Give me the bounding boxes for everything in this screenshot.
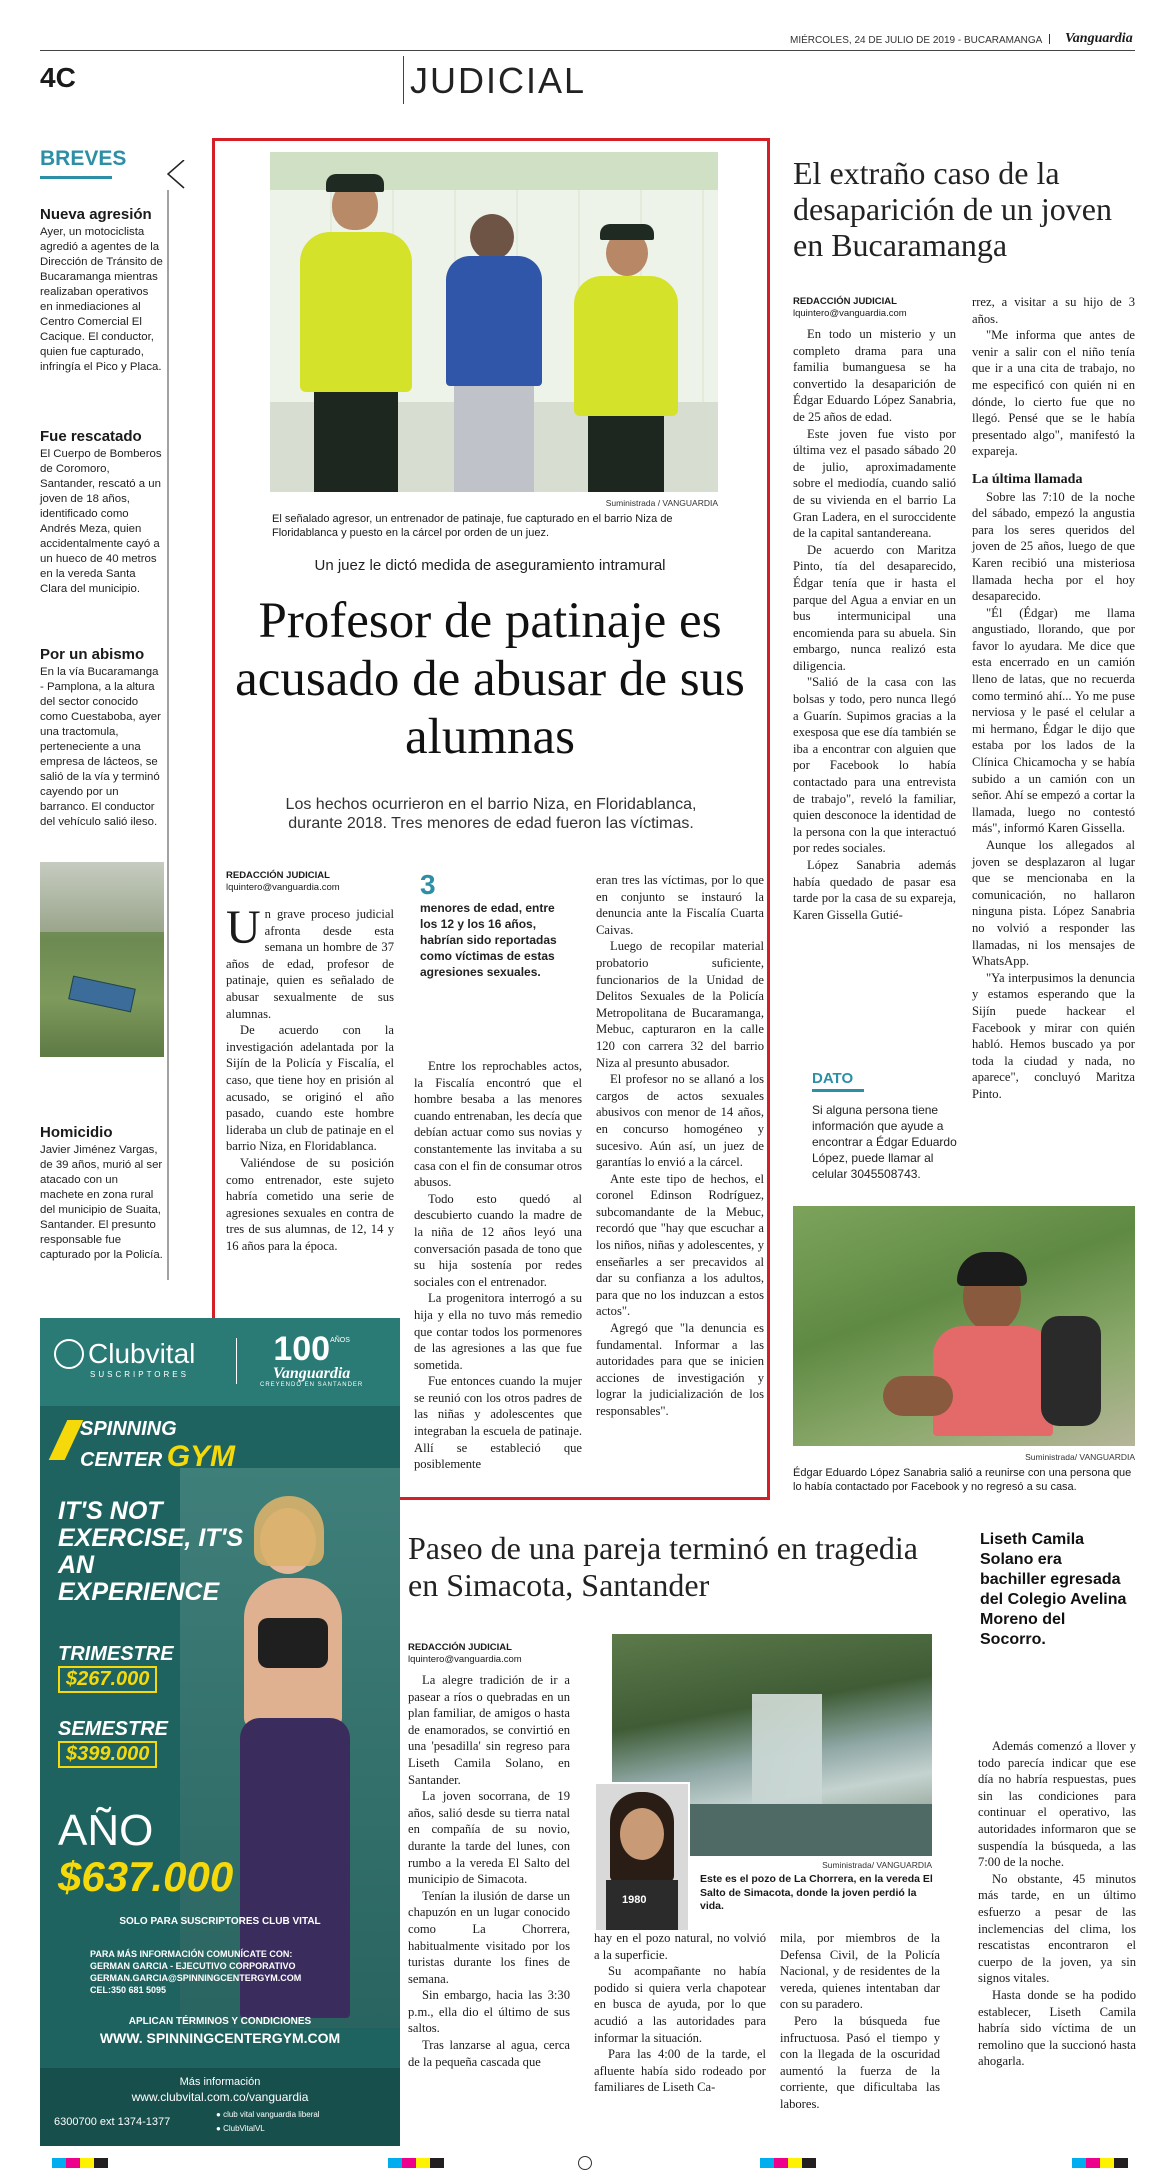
- ad-divider: [236, 1338, 237, 1384]
- dato-text: Si alguna persona tiene información que ayude a encontrar a Édgar Eduardo López, puede llamar al celular 3045508743.: [812, 1103, 957, 1181]
- ad-semestre: SEMESTRE $399.000: [58, 1718, 168, 1768]
- section-title: JUDICIAL: [410, 60, 587, 101]
- right-photo-missing: [793, 1206, 1135, 1446]
- facebook-icon: ●: [216, 2110, 221, 2119]
- right-col-2: rrez, a visitar a su hijo de 3 años. "Me informa que antes de venir a salir con el niño tenía que ir a una cita de trabajo, no me especificó con quién ni en dónde, lo cierto fue que no llegó. Pensé que se le había presentado algo", manifestó la expareja. La última llamada Sobre las 7:10 de la noche del sábado, empezó la angustia para los seres queridos del joven de 25 años, luego de que Karen recibió una misteriosa llamada hecha por el hoy desaparecido. "Él (Édgar) me llama angustiado, llorando, que por favor lo ayudara. Me dice que esta encerrado en un camión lleno de latas, que no recuerda como terminó ahí... Yo me puse nerviosa y le pasé el celular a mi hermano, Édgar le dijo que estaba por los lados de la Clínica Chicamocha y se había subido a un camión con un señor. Ahí se empezó a cortar la llamada, luego no contestó más", informó Karen Gissella. Aunque los allegados al joven se desplazaron al lugar que se mencionaba en la comunicación, no hallaron ninguna pista. López Sanabria no volvió a responder las llamadas, ni los mensajes de WhatsApp. "Ya interpusimos la denuncia y estamos esperando que la Sijín puede hackear el Facebook y mirar con quién habló. Hemos buscado ya por toda la ciudad y nada, no aparece", concluyó Maritza Pinto.: [972, 295, 1135, 1101]
- main-col-2: Entre los reprochables actos, la Fiscalía encontró que el hombre besaba a las menores cuando entrenaban, les decía que debían actuar como sus novias y constantemente las invitaba a su casa con el fin de consumar otros abusos. Todo esto quedó al descubierto cuando la madre de la niña de 12 años leyó una conversación pasada de tono que su hija sostenía por redes sociales con el entrenador. La progenitora interrogó a su hija y ella no tuvo más remedio que contar todos los pormenores de las agresiones a las que fue sometida. Fue entonces cuando la mujer se reunió con los otros padres de las niñas y adolescentes que integraban la escuela de patinaje. Allí se estableció que posiblemente: [414, 1059, 582, 1472]
- page-number: 4C: [40, 62, 76, 93]
- ad-instagram: ● ClubVitalVL: [216, 2124, 265, 2133]
- byline: [793, 296, 963, 320]
- bottom-col-3: mila, por miembros de la Defensa Civil, de la Policía Nacional, y de residentes de la vereda, quienes intentaban dar con su paradero. Pero la búsqueda fue infructuosa. Pasó el tiempo y con la llegada de la oscuridad aumentó la fuerza de la corriente, que dificultaba las labores.: [780, 1931, 940, 2111]
- brief-item: [40, 428, 164, 597]
- dato-label: DATO: [812, 1070, 864, 1092]
- bottom-headline: Paseo de una pareja terminó en tragedia en Simacota, Santander: [408, 1530, 918, 1603]
- pullquote: Liseth Camila Solano era bachiller egresada del Colegio Avelina Moreno del Socorro.: [980, 1531, 1127, 1648]
- brief-title: Homicidio: [40, 1124, 113, 1141]
- brief-text: Javier Jiménez Vargas, de 39 años, murió al ser atacado con un machete en zona rural del municipio de Suaita, Santander. El presunto responsable fue capturado por la Policía.: [40, 1144, 163, 1261]
- ad-trimestre: TRIMESTRE $267.000: [58, 1643, 174, 1693]
- right-headline: El extraño caso de la desaparición de un joven en Bucaramanga: [793, 155, 1112, 263]
- byline: [226, 870, 396, 894]
- date-line: MIÉRCOLES, 24 DE JULIO DE 2019 - BUCARAMANGA: [790, 34, 1054, 46]
- right-col-1: En todo un misterio y un completo drama para una familia bumanguesa se ha convertido la desaparición de Édgar Eduardo López Sanabria, de 25 años de edad. Este joven fue visto por última vez el pasado sábado 20 de julio, aproximadamente sobre el mediodía, cuando salió de su vivienda en el barrio La Gran Ladera, en el suroccidente de la capital santandereana. De acuerdo con Maritza Pinto, tía del desaparecido, Édgar tenía que ir hasta el parque del Agua a enviar en un bus intermunicipal una encomienda para su abuela. Sin embargo, nunca realizó esta diligencia. "Salió de la casa con las bolsas y todo, pero nunca llegó a Guarín. Supimos gracias a la exesposa que ese día también se iba a encontrar con alguien que por Facebook lo había contactado para una entrevista de trabajo", reveló la familiar, quien desconoce la identidad de la persona con la que interactuó por redes sociales. López Sanabria además había quedado de pasar esa tarde por la casa de su expareja, Karen Gissella Gutié-: [793, 327, 956, 922]
- main-col-3: eran tres las víctimas, por lo que en conjunto se instauró la denuncia ante la Fiscalía Cuarta Caivas. Luego de recopilar material probatorio suficiente, funcionarios de la Unidad de Delitos Sexuales de la Policía Metropolitana de Bucaramanga, Mebuc, capturaron en la calle 120 con carrera 32 del barrio Niza al presunto abusador. El profesor no se allanó a los cargos de actos sexuales abusivos con menor de 14 años, en concurso homogéneo y sucesivo. Aún así, un juez de garantías lo envió a la cárcel. Ante este tipo de hechos, el coronel Edinson Rodríguez, subcomandante de la Mebuc, recordó que "hay que escuchar a los niños, niñas y adolescentes, y enseñarles a ser precavidos al dar su confianza a los adultos, para que no los induzcan a estos actos". Agregó que "la denuncia es fundamental. Informar a las autoridades para que se inicien acciones de investigación y lograr la judicialización de los responsables".: [596, 873, 764, 1418]
- dropcap: U: [226, 901, 261, 954]
- dato-box: [812, 1070, 962, 1182]
- photo-credit: Suministrada/ VANGUARDIA: [1025, 1452, 1135, 1462]
- ad-website[interactable]: WWW. SPINNINGCENTERGYM.COM: [99, 2030, 341, 2046]
- brief-title: Por un abismo: [40, 646, 145, 663]
- photo-credit: Suministrada/ VANGUARDIA: [822, 1860, 932, 1870]
- brief-text: En la vía Bucaramanga - Pamplona, a la altura del sector conocido como Cuestaboba, ayer una tractomula, perteneciente a una empresa de lácteos, se salió de la vía y terminó cayendo por un barranco. El conductor del vehículo salió ileso.: [40, 666, 161, 828]
- brand-logo: Vanguardia: [1065, 31, 1133, 46]
- ad-only-line: SOLO PARA SUSCRIPTORES CLUB VITAL: [119, 1916, 321, 1927]
- main-col-1: U n grave proceso judicial afronta desde esta semana un hombre de 37 años de edad, profesor de patinaje, quien es señalado de abusar sexualmente de sus alumnas. De acuerdo con la investigación adelantada por la Sijín de la Policía y Fiscalía, el caso, que tiene hoy en prisión al acusado, se originó el año pasado, cuando este hombre lideraba un club de patinaje en el barrio Niza, en Floridablanca. Valiéndose de su posición como entrenador, este sujeto habría cometido una serie de agresiones sexuales en contra de tres de sus alumnas, de 12, 14 y 16 años para la época.: [226, 901, 394, 1253]
- stat-box: [420, 870, 560, 980]
- brief-title: Nueva agresión: [40, 206, 152, 223]
- ad-clubvital-logo: Clubvital SUSCRIPTORES: [54, 1338, 195, 1379]
- brief-photo-truck: [40, 862, 164, 1057]
- main-headline: Profesor de patinaje es acusado de abusar de sus alumnas: [235, 593, 745, 765]
- briefs-bracket: [160, 160, 190, 1280]
- brief-item: [40, 206, 164, 375]
- byline-email: lquintero@vanguardia.com: [226, 882, 340, 893]
- byline-email: lquintero@vanguardia.com: [793, 308, 907, 319]
- photo-caption: Este es el pozo de La Chorrera, en la vereda El Salto de Simacota, donde la joven perdió la vida.: [700, 1873, 933, 1912]
- ad-terms: APLICAN TÉRMINOS Y CONDICIONES: [128, 2016, 312, 2027]
- advertisement[interactable]: [40, 1318, 400, 2146]
- ad-gym-logo: SPINNING CENTER GYM: [80, 1418, 235, 1474]
- brief-item: [40, 646, 164, 830]
- right-subhead: La última llamada: [972, 471, 1083, 487]
- ad-contact-info: PARA MÁS INFORMACIÓN COMUNÍCATE CON: GERMAN GARCIA - EJECUTIVO CORPORATIVO GERMAN.GARCIA@SPINNINGCENTERGYM.COM CEL:350 681 5095: [90, 1949, 302, 1995]
- ad-slogan: IT'S NOT EXERCISE, IT'S AN EXPERIENCE: [58, 1497, 244, 1606]
- byline: [408, 1642, 578, 1666]
- header-rule: [40, 50, 1135, 51]
- stat-text: menores de edad, entre los 12 y los 16 años, habrían sido reportadas como víctimas de estas agresiones sexuales.: [420, 901, 557, 979]
- photo-credit: Suministrada / VANGUARDIA: [605, 498, 718, 508]
- ad-ano: AÑO $637.000: [58, 1806, 234, 1900]
- byline-name: REDACCIÓN JUDICIAL: [226, 870, 330, 881]
- brief-text: Ayer, un motociclista agredió a agentes de la Dirección de Tránsito de Bucaramanga mientras realizaban operativos en inmediaciones al Centro Comercial El Cacique. El conductor, quien fue capturado, infringía el Pico y Placa.: [40, 226, 163, 373]
- brief-item: [40, 1124, 164, 1263]
- stat-number: 3: [420, 869, 436, 900]
- ad-facebook: ● club vital vanguardia liberal: [216, 2110, 320, 2119]
- byline-email: lquintero@vanguardia.com: [408, 1654, 522, 1665]
- bottom-col-2: hay en el pozo natural, no volvió a la superficie. Su acompañante no había podido si quiera verla chapotear en busca de ayuda, por lo que acudió a las autoridades para informar la situación. Para las 4:00 de la tarde, el afluente había sido rodeado por familiares de Liseth Ca-: [594, 1931, 766, 2095]
- instagram-icon: ●: [216, 2124, 221, 2133]
- bottom-col-1: La alegre tradición de ir a pasear a ríos o quebradas en un plan familiar, de amigos o hasta de enamorados, se convirtió en una 'pesadilla' sin regreso para Liseth Camila Solano, en Santander. La joven socorrana, de 19 años, salió desde su tierra natal en compañía de su novio, durante la tarde del lunes, con rumbo a la vereda El Salto del municipio de Simacota. Tenían la ilusión de darse un chapuzón en un lugar conocido como La Chorrera, habitualmente visitado por los turistas durante los fines de semana. Sin embargo, hacia las 3:30 p.m., ella dio el último de sus saltos. Tras lanzarse al agua, cerca de la pequeña cascada que: [408, 1673, 570, 2069]
- brief-text: El Cuerpo de Bomberos de Coromoro, Santander, rescató a un joven de 18 años, identificado como Andrés Meza, quien accidentalmente cayó a un hueco de 40 metros en la vereda Santa Clara del municipio.: [40, 448, 162, 595]
- bottom-inset-portrait: [594, 1782, 690, 1932]
- photo-caption: Édgar Eduardo López Sanabria salió a reunirse con una persona que lo había contactado por Facebook y no regresó a su casa.: [793, 1467, 1132, 1493]
- photo-caption: El señalado agresor, un entrenador de patinaje, fue capturado en el barrio Niza de Floridablanca y puesto en la cárcel por orden de un juez.: [272, 513, 673, 539]
- inset-shirt-text: 1980: [622, 1894, 647, 1906]
- ad-footer: Más información www.clubvital.com.co/vanguardia 6300700 ext 1374-1377 ● club vital vanguardia liberal ● ClubVitalVL: [40, 2068, 400, 2146]
- print-color-bars: [0, 2158, 1172, 2170]
- briefs-title: BREVES: [40, 147, 127, 170]
- kicker: Un juez le dictó medida de aseguramiento intramural: [314, 557, 666, 574]
- byline-name: REDACCIÓN JUDICIAL: [793, 296, 897, 307]
- main-subhead: Los hechos ocurrieron en el barrio Niza, en Floridablanca, durante 2018. Tres menores de edad fueron las víctimas.: [285, 796, 697, 832]
- section-divider: [403, 56, 404, 104]
- ad-anniversary: $100^{AÑOS}$ Vanguardia CREYENDO EN SANTANDER: [260, 1330, 364, 1388]
- bottom-col-4: Además comenzó a llover y todo parecía indicar que ese día no habría respuestas, pues sin las condiciones para continuar el operativo, las autoridades informaron que se suspendía la búsqueda, a las 7:00 de la noche. No obstante, 45 minutos más tarde, en un último esfuerzo a pesar de las inclemencias del clima, los rescatistas encontraron el cuerpo de la joven, ya sin signos vitales. Hasta donde se ha podido establecer, Liseth Camila habría sido víctima de un remolino que la succionó hasta ahogarla.: [978, 1739, 1136, 2069]
- brief-title: Fue rescatado: [40, 428, 142, 445]
- byline-name: REDACCIÓN JUDICIAL: [408, 1642, 512, 1653]
- main-photo-arrest: [270, 152, 718, 492]
- briefs-underline: [40, 176, 112, 179]
